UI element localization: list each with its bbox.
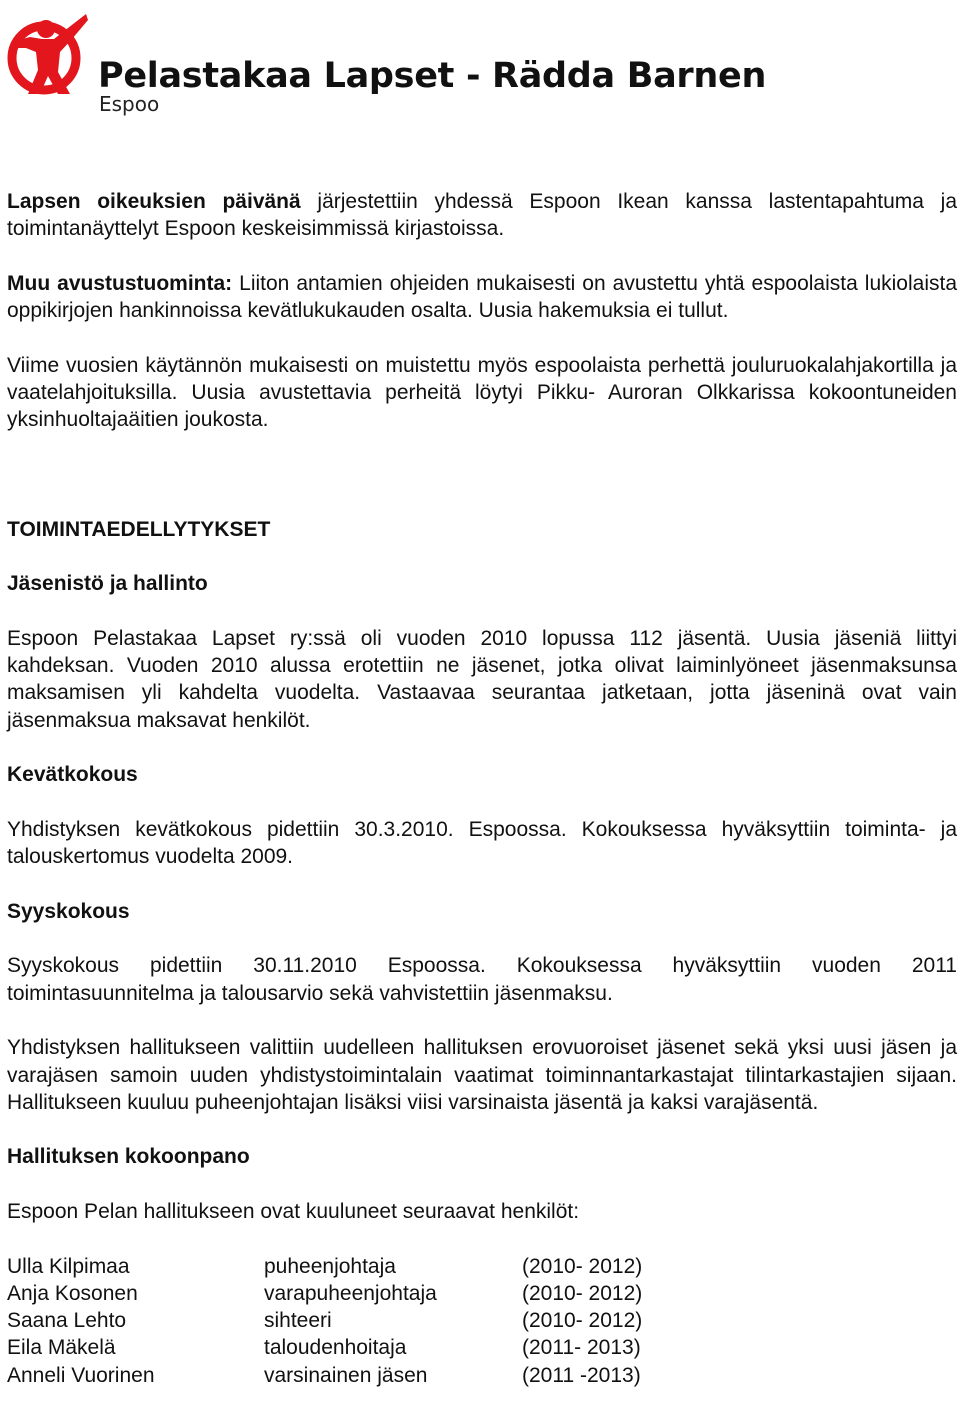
member-name: Eila Mäkelä: [7, 1336, 116, 1360]
member-role: sihteeri: [264, 1309, 332, 1333]
organization-branch: Espoo: [99, 92, 160, 116]
board-intro: Espoon Pelan hallitukseen ovat kuuluneet seuraavat henkilöt:: [7, 1199, 580, 1223]
member-name: Saana Lehto: [7, 1309, 127, 1333]
membership-text: Espoon Pelastakaa Lapset ry:ssä oli vuoden 2010 lopussa 112 jäsentä. Uusia jäseniä liittyi kahdeksan. Vuoden 2010 alussa erotettiin ne jäsenet, jotka olivat laiminlyöneet jäsenmaksunsa maksamisen yli kahdelta vuodelta. Vastaavaa seurantaa jatketaan, jotta jäseninä ovat vain jäsenmaksua maksavat henkilöt.: [7, 626, 957, 732]
paragraph-christmas-aid: Viime vuosien käytännön mukaisesti on muistettu myös espoolaista perhettä jouluruokalahjakortilla ja vaatelahjoituksilla. Uusia avustettavia perheitä löytyi Pikku- Auroran Olkkarissa kokoontuneiden yksinhuoltajaäitien joukosta.: [7, 353, 957, 432]
letterhead: [6, 12, 766, 122]
paragraph-other-aid: [7, 270, 957, 325]
board-members-list: [7, 1253, 957, 1389]
member-term: (2010- 2012): [522, 1309, 643, 1333]
member-term: (2011- 2013): [522, 1336, 641, 1360]
document-body: [7, 188, 957, 1389]
member-term: (2010- 2012): [522, 1254, 643, 1278]
autumn-meeting-heading: Syyskokous: [7, 899, 130, 923]
member-role: taloudenhoitaja: [264, 1336, 407, 1360]
member-term: (2010- 2012): [522, 1281, 643, 1305]
paragraph-text: Liiton antamien ohjeiden mukaisesti on avustettu yhtä espoolaista lukiolaista oppikirjojen hankinnoissa kevätlukukauden osalta. Uusia hakemuksia ei tullut.: [7, 271, 957, 323]
membership-heading: Jäsenistö ja hallinto: [7, 572, 208, 596]
board-election-text: Yhdistyksen hallitukseen valittiin uudelleen hallituksen erovuoroiset jäsenet sekä yksi uusi jäsen ja varajäsen samoin uuden yhdistystoimintalain vaatimat toiminnantarkastajat tilintarkastajien sijaan. Hallitukseen kuuluu puheenjohtajan lisäksi viisi varsinaista jäsentä ja kaksi varajäsentä.: [7, 1036, 957, 1114]
member-name: Anja Kosonen: [7, 1281, 138, 1305]
member-term: (2011 -2013): [522, 1363, 641, 1387]
organization-name: Pelastakaa Lapset - Rädda Barnen: [98, 56, 767, 96]
paragraph-lead: Muu avustustuominta:: [7, 271, 233, 295]
spring-meeting-text: Yhdistyksen kevätkokous pidettiin 30.3.2010. Espoossa. Kokouksessa hyväksyttiin toiminta- ja talouskertomus vuodelta 2009.: [7, 817, 957, 869]
member-role: varsinainen jäsen: [264, 1363, 428, 1387]
paragraph-lead: Lapsen oikeuksien päivänä: [7, 190, 301, 213]
member-role: varapuheenjohtaja: [264, 1281, 437, 1305]
save-the-children-figure-icon: [6, 12, 90, 96]
autumn-meeting-text: Syyskokous pidettiin 30.11.2010 Espoossa. Kokouksessa hyväksyttiin vuoden 2011 toimintasuunnitelma ja talousarvio sekä vahvistettiin jäsenmaksu.: [7, 954, 957, 1005]
spring-meeting-heading: Kevätkokous: [7, 763, 138, 787]
member-name: Ulla Kilpimaa: [7, 1254, 130, 1278]
paragraph-childrens-rights-day: [7, 188, 957, 243]
member-role: puheenjohtaja: [264, 1254, 396, 1278]
board-heading: Hallituksen kokoonpano: [7, 1145, 250, 1169]
member-name: Anneli Vuorinen: [7, 1363, 155, 1387]
section-title: TOIMINTAEDELLYTYKSET: [7, 517, 271, 541]
paragraph-text: järjestettiin yhdessä Espoon Ikean kanssa lastentapahtuma ja toimintanäyttelyt Espoon keskeisimmissä kirjastoissa.: [7, 190, 958, 241]
